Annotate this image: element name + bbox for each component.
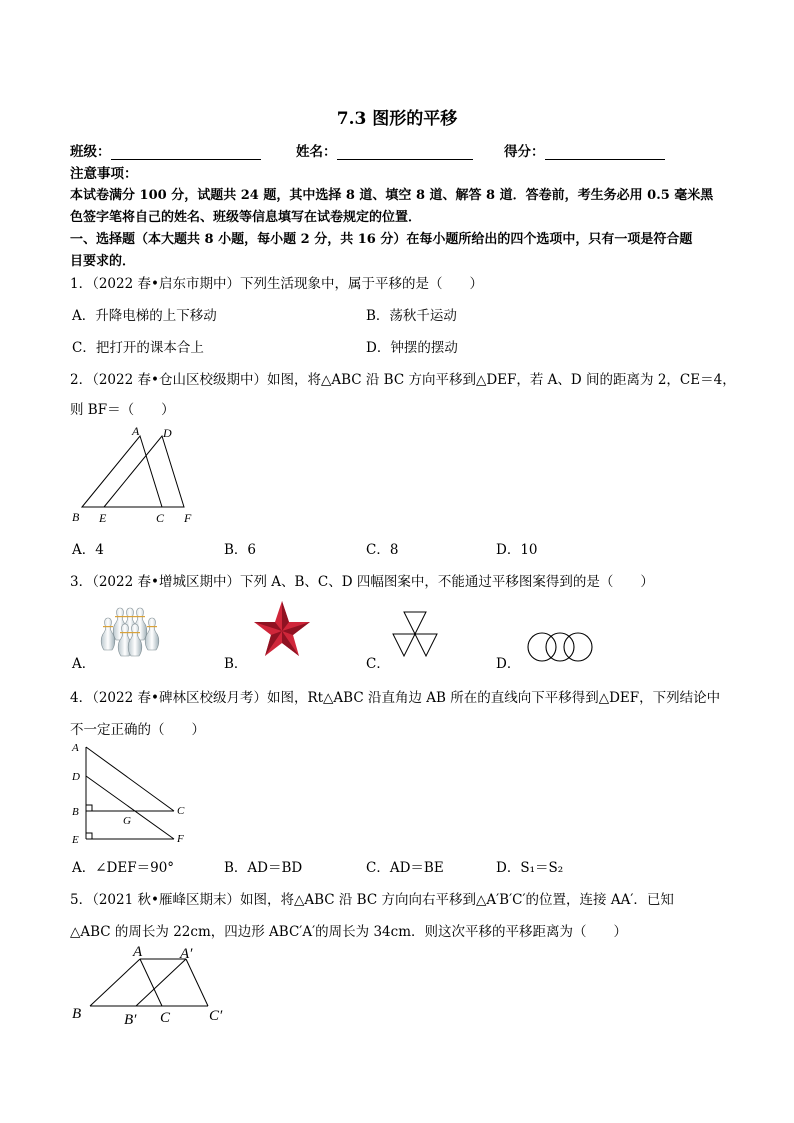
q4-stem-line-1: 4．（2022 春•碑林区校级月考）如图，Rt△ABC 沿直角边 AB 所在的直线向下平移得到△DEF，下列结论中 [70, 690, 721, 706]
q4-label-c: C [177, 805, 185, 817]
q3-option-a: A． [72, 656, 96, 672]
q4-stem-line-2: 不一定正确的（ ） [70, 722, 205, 738]
q2-label-d: D [163, 426, 172, 440]
notice-line-1: 本试卷满分 100 分，试题共 24 题，其中选择 8 道、填空 8 道、解答 8 道．答卷前，考生务必用 0.5 毫米黑 [70, 188, 714, 203]
red-star-icon [250, 600, 314, 662]
q2-label-b: B [72, 510, 80, 524]
q4-option-c: C．AD＝BE [366, 860, 444, 876]
name-field [296, 140, 473, 160]
q2-option-d: D．10 [496, 542, 538, 558]
q5-label-b: B [72, 1006, 82, 1022]
name-label: 姓名： [296, 144, 337, 160]
q2-label-c: C [156, 511, 165, 525]
name-blank [337, 145, 473, 160]
q5-stem-line-2: △ABC 的周长为 22cm，四边形 ABC′A′的周长为 34cm．则这次平移的平移距离为（ ） [70, 924, 628, 940]
q5-label-c-prime: C′ [209, 1008, 223, 1024]
q5-stem-line-1: 5．（2021 秋•雁峰区期末）如图，将△ABC 沿 BC 方向向右平移到△A′B′C′的位置，连接 AA′．已知 [70, 892, 674, 908]
q2-stem-line-1: 2．（2022 春•仓山区校级期中）如图，将△ABC 沿 BC 方向平移到△DEF，若 A、D 间的距离为 2，CE＝4， [70, 372, 736, 388]
q4-option-b: B．AD＝BD [224, 860, 303, 876]
triangles-icon [390, 610, 440, 662]
section1-line-1: 一、选择题（本大题共 8 小题，每小题 2 分，共 16 分）在每小题所给出的四个选项中，只有一项是符合题 [70, 232, 693, 247]
q4-label-b: B [72, 806, 79, 818]
q2-triangle-abc [82, 436, 162, 507]
score-blank [545, 145, 665, 160]
q5-label-a: A [133, 944, 143, 960]
q4-figure [66, 738, 202, 850]
class-label: 班级： [70, 144, 111, 160]
q4-option-a: A．∠DEF＝90° [72, 860, 175, 876]
notice-heading: 注意事项： [70, 166, 138, 182]
q4-label-a: A [72, 742, 79, 754]
q4-label-g: G [123, 815, 131, 827]
q4-option-d: D．S₁＝S₂ [496, 860, 564, 876]
q3-option-d: D． [496, 656, 521, 672]
q5-label-c: C [160, 1010, 171, 1026]
q2-label-f: F [184, 511, 192, 525]
class-field [70, 140, 261, 160]
q1-option-a: A．升降电梯的上下移动 [72, 308, 217, 324]
q2-option-b: B．6 [224, 542, 257, 558]
score-field [504, 140, 665, 160]
q2-figure [66, 422, 206, 530]
q2-label-e: E [99, 511, 107, 525]
q5-label-a-prime: A′ [180, 946, 193, 962]
q3-option-b: B． [224, 656, 248, 672]
q1-option-b: B．荡秋千运动 [366, 308, 457, 324]
q2-stem-line-2: 则 BF＝（ ） [70, 402, 175, 418]
bowling-pins-icon [98, 606, 162, 662]
q2-option-a: A．4 [72, 542, 104, 558]
q5-label-b-prime: B′ [124, 1012, 137, 1026]
three-circles-icon [524, 630, 596, 664]
q1-option-d: D．钟摆的摆动 [366, 340, 458, 356]
q4-label-d: D [72, 771, 80, 783]
q2-option-c: C．8 [366, 542, 399, 558]
class-blank [111, 145, 261, 160]
q5-figure [66, 940, 246, 1026]
score-label: 得分： [504, 144, 545, 160]
q4-label-e: E [72, 834, 79, 846]
q1-option-c: C．把打开的课本合上 [72, 340, 204, 356]
q3-option-c: C． [366, 656, 390, 672]
notice-line-2: 色签字笔将自己的姓名、班级等信息填写在试卷规定的位置． [70, 210, 422, 225]
q4-label-f: F [177, 833, 184, 845]
page-title: 7.3 图形的平移 [336, 109, 458, 129]
q1-stem: 1．（2022 春•启东市期中）下列生活现象中，属于平移的是（ ） [70, 276, 483, 292]
q2-label-a: A [132, 424, 140, 438]
q2-triangle-def [104, 436, 184, 507]
q3-stem: 3．（2022 春•增城区期中）下列 A、B、C、D 四幅图案中，不能通过平移图案得到的是（ ） [70, 574, 654, 590]
section1-line-2: 目要求的． [70, 254, 136, 269]
